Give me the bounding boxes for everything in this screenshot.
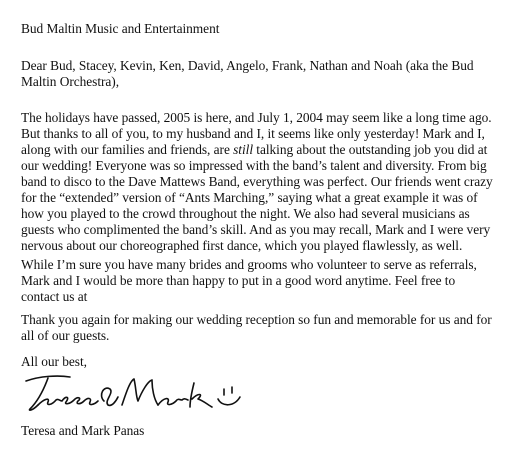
paragraph-1-line-1: The holidays have passed, 2005 is here, and July 1, 2004 may seem like a long time ago. [21,110,492,125]
paragraph-1-line-2: But thanks to all of you, to my husband and I, it seems like only yesterday! Mark and I, [21,126,485,141]
letterhead-company-name: Bud Maltin Music and Entertainment [21,21,220,36]
emphasis-still: still [233,142,253,157]
salutation-line-2: Maltin Orchestra), [21,74,120,89]
paragraph-2-line-3: contact us at [21,289,88,304]
paragraph-2-line-1: While I’m sure you have many brides and grooms who volunteer to serve as referrals, [21,257,477,272]
paragraph-3-line-1: Thank you again for making our wedding reception so fun and memorable for us and for [21,312,492,327]
handwritten-signature [18,371,248,419]
paragraph-2-line-2: Mark and I would be more than happy to put in a good word anytime. Feel free to [21,273,456,288]
paragraph-3-line-2: all of our guests. [21,328,110,343]
paragraph-1-line-7: how you played to the crowd throughout the night. We also had several musicians as [21,206,470,221]
paragraph-1-line-9: nervous about our choreographed first dance, which you played flawlessly, as well. [21,238,463,253]
paragraph-1-line-3-start: along with our families and friends, are [21,142,234,157]
paragraph-1-line-3 [21,142,487,158]
paragraph-1-line-8: guests who complimented the band’s skill. And as you may recall, Mark and I were very [21,222,491,237]
closing-phrase: All our best, [21,354,87,369]
paragraph-1-line-5: band to disco to the Dave Mattews Band, everything was perfect. Our friends went crazy [21,174,493,189]
paragraph-1-line-4: our wedding! Everyone was so impressed with the band’s talent and diversity. From big [21,158,487,173]
salutation-line-1: Dear Bud, Stacey, Kevin, Ken, David, Angelo, Frank, Nathan and Noah (aka the Bud [21,58,474,73]
paragraph-1-line-6: for the “extended” version of “Ants Marching,” saying what a great example it was of [21,190,478,205]
signer-names: Teresa and Mark Panas [21,423,145,438]
signature-ink [18,371,248,419]
paragraph-1-line-3-end: talking about the outstanding job you did at [252,142,488,157]
